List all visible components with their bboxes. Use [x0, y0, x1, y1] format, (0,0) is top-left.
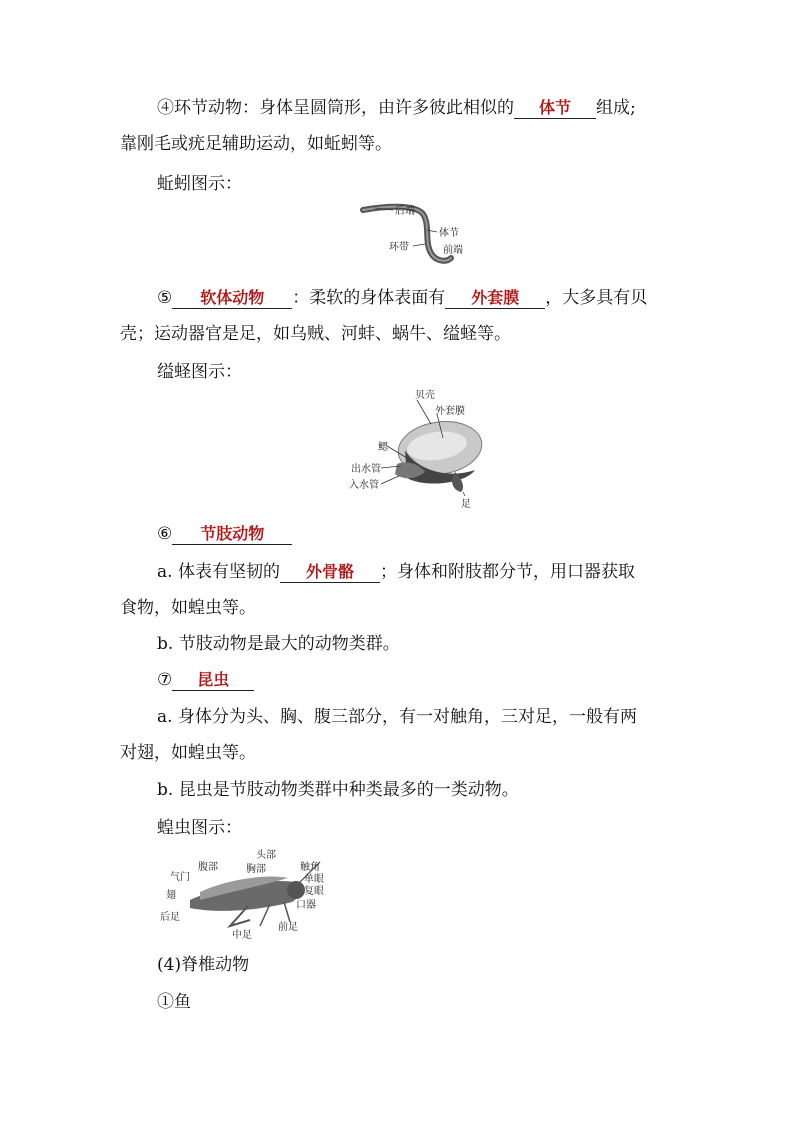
arthropod-heading: [157, 523, 292, 545]
label-mantle: 外套膜: [435, 406, 465, 417]
mollusk-text-end: ，大多具有贝: [545, 288, 648, 308]
leader-clitellum: [413, 244, 425, 246]
label-thorax: 胸部: [246, 864, 266, 875]
label-hind-leg: 后足: [160, 912, 180, 923]
fish-heading: ①鱼: [157, 992, 191, 1012]
label-fore-leg: 前足: [278, 922, 298, 933]
mollusk-line-2: 壳；运动器官是足，如乌贼、河蚌、蜗牛、缢蛏等。: [120, 324, 511, 344]
answer-blank-body-segment: 体节: [514, 98, 596, 119]
insect-b: b. 昆虫是节肢动物类群中种类最多的一类动物。: [157, 780, 519, 800]
label-back-end: 后端: [395, 206, 415, 217]
item-number-7: ⑦: [157, 670, 173, 690]
arthropod-b: b. 节肢动物是最大的动物类群。: [157, 634, 400, 654]
locust-figure-caption: 蝗虫图示：: [157, 818, 242, 838]
arthropod-a-suffix: ；身体和附肢都分节，用口器获取: [379, 562, 635, 582]
label-mid-leg: 中足: [232, 930, 252, 940]
arthropod-a-line-1: [157, 561, 635, 583]
label-shell: 贝壳: [415, 390, 435, 401]
insect-a-line-1: a. 身体分为头、胸、腹三部分，有一对触角，三对足，一般有两: [157, 707, 637, 727]
leader-in-tube: [381, 476, 399, 484]
label-front-end: 前端: [443, 245, 463, 256]
label-spiracle: 气门: [170, 872, 190, 883]
label-out-tube: 出水管: [351, 464, 381, 475]
label-gill: 鳃: [378, 442, 388, 453]
arthropod-a-prefix: a. 体表有坚韧的: [157, 562, 280, 582]
item-number-5: ⑤: [157, 288, 173, 308]
item-number-6: ⑥: [157, 524, 173, 544]
label-abdomen: 腹部: [198, 862, 218, 873]
label-wing: 翅: [166, 890, 176, 901]
label-mouthparts: 口器: [296, 900, 316, 911]
locust-head: [287, 881, 305, 899]
mollusk-line-1: [157, 287, 647, 309]
leader-shell: [417, 400, 431, 424]
label-compound-eye: 复眼: [304, 886, 324, 897]
answer-blank-arthropod: 节肢动物: [172, 524, 292, 545]
answer-blank-mantle: 外套膜: [445, 288, 545, 309]
answer-blank-insect: 昆虫: [172, 670, 254, 691]
annelid-line-2: 靠刚毛或疣足辅助运动，如蚯蚓等。: [120, 134, 392, 154]
earthworm-figure: [355, 200, 485, 270]
insect-heading: [157, 669, 254, 691]
insect-a-line-2: 对翅，如蝗虫等。: [120, 743, 256, 763]
razor-clam-figure: [345, 388, 495, 510]
annelid-text: ④环节动物：身体呈圆筒形，由许多彼此相似的: [157, 98, 514, 118]
locust-figure: [160, 848, 335, 940]
vertebrate-heading: (4)脊椎动物: [157, 955, 250, 975]
annelid-text-end: 组成;: [596, 98, 636, 118]
label-simple-eye: 单眼: [304, 874, 324, 885]
mollusk-text-mid: ：柔软的身体表面有: [292, 288, 446, 308]
earthworm-figure-caption: 蚯蚓图示：: [157, 174, 242, 194]
label-segment: 体节: [439, 228, 459, 239]
locust-fore-leg: [284, 902, 290, 922]
annelid-line-1: [157, 97, 636, 119]
answer-blank-exoskeleton: 外骨骼: [280, 562, 380, 583]
label-head: 头部: [256, 850, 276, 861]
razor-clam-figure-caption: 缢蛏图示：: [157, 362, 242, 382]
label-foot: 足: [461, 499, 471, 510]
label-in-tube: 入水管: [349, 480, 379, 491]
label-clitellum: 环带: [389, 242, 409, 253]
answer-blank-mollusk: 软体动物: [172, 288, 292, 309]
arthropod-a-line-2: 食物，如蝗虫等。: [120, 598, 256, 618]
leader-foot: [463, 492, 465, 496]
label-antenna: 触角: [300, 862, 320, 873]
